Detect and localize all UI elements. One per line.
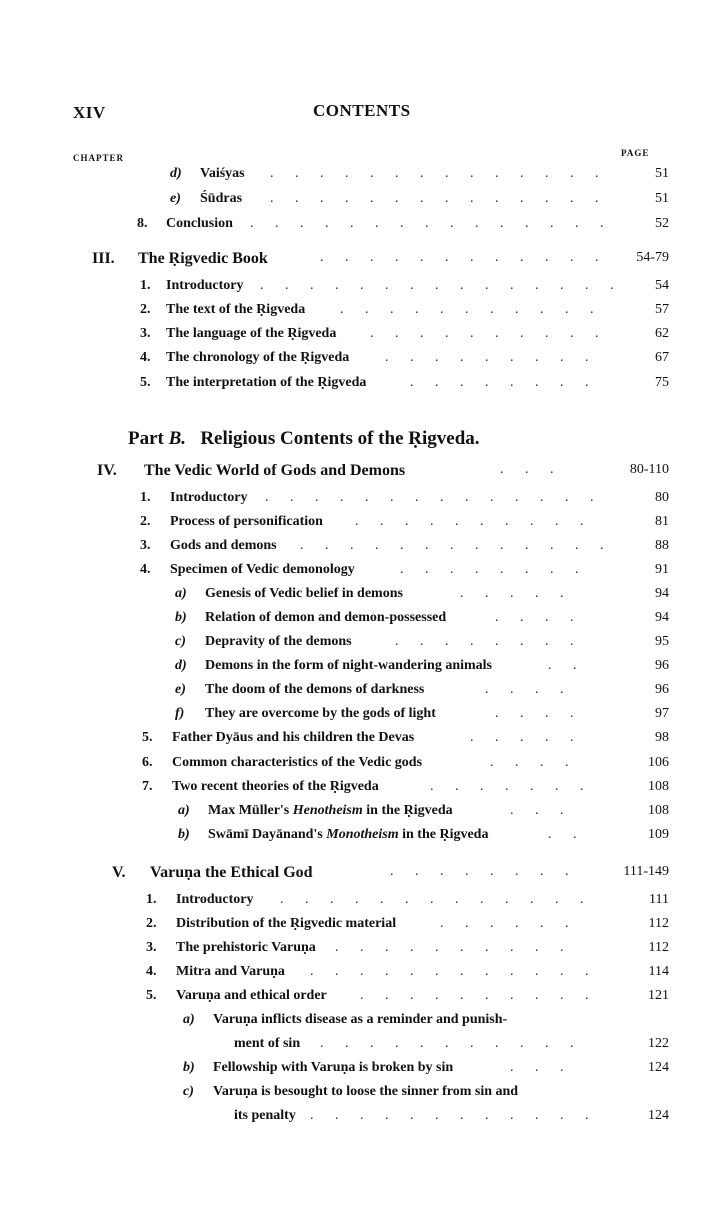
entry-number: 6. bbox=[142, 755, 153, 770]
entry-title: Distribution of the Ṛigvedic material bbox=[176, 916, 400, 932]
leader-dots: . . . . . . . . . . . . bbox=[310, 1108, 598, 1123]
entry-page: 51 bbox=[655, 166, 669, 181]
leader-dots: . . bbox=[548, 658, 586, 673]
leader-dots: . . . . . . . . . . . bbox=[320, 1036, 583, 1051]
page-column-label: PAGE bbox=[621, 148, 650, 158]
entry-title: Two recent theories of the Ṛigveda bbox=[172, 779, 383, 795]
entry-number: 3. bbox=[140, 326, 151, 341]
toc-entry[interactable] bbox=[0, 216, 723, 240]
entry-page: 96 bbox=[655, 682, 669, 697]
leader-dots: . . . . . . bbox=[440, 916, 578, 931]
entry-page: 94 bbox=[655, 610, 669, 625]
entry-title: Introductory bbox=[166, 278, 248, 294]
part-label: Part bbox=[128, 428, 164, 449]
entry-title: Varuṇa and ethical order bbox=[176, 988, 331, 1004]
entry-page: 106 bbox=[648, 755, 669, 770]
toc-entry[interactable] bbox=[0, 803, 723, 827]
entry-title: Varuṇa inflicts disease as a reminder and punish- bbox=[213, 1012, 511, 1028]
entry-page: 109 bbox=[648, 827, 669, 842]
entry-title: The chronology of the Ṛigveda bbox=[166, 350, 353, 366]
leader-dots: . . . . . . . . . . . . . . . bbox=[250, 216, 613, 231]
leader-dots: . . . . . . . . . . . . bbox=[310, 964, 598, 979]
leader-dots: . . bbox=[548, 827, 586, 842]
entry-page: 94 bbox=[655, 586, 669, 601]
leader-dots: . . . . . . . . . bbox=[385, 350, 598, 365]
entry-number: d) bbox=[175, 658, 187, 673]
entry-page: 112 bbox=[648, 940, 669, 955]
entry-number: 4. bbox=[146, 964, 157, 979]
entry-number: f) bbox=[175, 706, 185, 721]
leader-dots: . . . . . bbox=[460, 586, 573, 601]
entry-number: 4. bbox=[140, 350, 151, 365]
entry-title: The prehistoric Varuṇa bbox=[176, 940, 320, 956]
leader-dots: . . . . . . . . bbox=[400, 562, 588, 577]
entry-page: 88 bbox=[655, 538, 669, 553]
toc-entry-continued[interactable] bbox=[0, 1036, 723, 1060]
leader-dots: . . . . . . . . bbox=[390, 864, 578, 879]
entry-page: 97 bbox=[655, 706, 669, 721]
entry-title: Introductory bbox=[170, 490, 252, 506]
toc-entry[interactable] bbox=[0, 658, 723, 682]
entry-title: Mitra and Varuṇa bbox=[176, 964, 289, 980]
leader-dots: . . . bbox=[510, 1060, 573, 1075]
entry-page: 67 bbox=[655, 350, 669, 365]
entry-title: Relation of demon and demon-possessed bbox=[205, 610, 450, 626]
entry-number: a) bbox=[178, 803, 190, 818]
leader-dots: . . . . bbox=[485, 682, 573, 697]
toc-entry[interactable] bbox=[0, 326, 723, 350]
entry-number: 7. bbox=[142, 779, 153, 794]
leader-dots: . . . bbox=[500, 462, 563, 477]
entry-page: 121 bbox=[648, 988, 669, 1003]
entry-page: 54 bbox=[655, 278, 669, 293]
entry-title: Introductory bbox=[176, 892, 258, 908]
entry-page: 80 bbox=[655, 490, 669, 505]
leader-dots: . . . . . . . . . . bbox=[370, 326, 608, 341]
toc-entry[interactable] bbox=[0, 514, 723, 538]
toc-entry[interactable] bbox=[0, 586, 723, 610]
entry-title: The interpretation of the Ṛigveda bbox=[166, 375, 370, 391]
toc-entry[interactable] bbox=[0, 730, 723, 754]
toc-entry[interactable] bbox=[0, 1012, 723, 1036]
entry-title: The text of the Ṛigveda bbox=[166, 302, 309, 318]
entry-title: Genesis of Vedic belief in demons bbox=[205, 586, 407, 602]
entry-number: 3. bbox=[140, 538, 151, 553]
toc-entry[interactable] bbox=[0, 562, 723, 586]
entry-page: 108 bbox=[648, 803, 669, 818]
entry-title: They are overcome by the gods of light bbox=[205, 706, 440, 722]
part-title: Religious Contents of the Ṛigveda. bbox=[200, 428, 480, 449]
entry-title: The language of the Ṛigveda bbox=[166, 326, 340, 342]
entry-number: 5. bbox=[146, 988, 157, 1003]
toc-entry[interactable] bbox=[0, 940, 723, 964]
entry-number: c) bbox=[183, 1084, 194, 1099]
entry-page: 95 bbox=[655, 634, 669, 649]
entry-number: e) bbox=[175, 682, 186, 697]
entry-number: 3. bbox=[146, 940, 157, 955]
leader-dots: . . . . . . . . . . . . . . bbox=[270, 166, 608, 181]
leader-dots: . . . . . . . . . . bbox=[335, 940, 573, 955]
chapter-number: III. bbox=[92, 250, 115, 267]
entry-page: 124 bbox=[648, 1060, 669, 1075]
toc-entry[interactable] bbox=[0, 988, 723, 1012]
entry-number: 8. bbox=[137, 216, 148, 231]
leader-dots: . . . . bbox=[495, 610, 583, 625]
entry-number: 2. bbox=[140, 514, 151, 529]
entry-page: 81 bbox=[655, 514, 669, 529]
entry-page: 112 bbox=[648, 916, 669, 931]
toc-entry[interactable] bbox=[0, 779, 723, 803]
toc-entry[interactable] bbox=[0, 610, 723, 634]
entry-page: 108 bbox=[648, 779, 669, 794]
entry-number: 2. bbox=[146, 916, 157, 931]
leader-dots: . . . . . . . . . . . . . bbox=[300, 538, 613, 553]
chapter-column-label: CHAPTER bbox=[73, 153, 125, 163]
part-heading bbox=[128, 428, 480, 450]
toc-entry[interactable] bbox=[0, 1060, 723, 1084]
chapter-number: V. bbox=[112, 864, 126, 881]
entry-page: 124 bbox=[648, 1108, 669, 1123]
toc-entry[interactable] bbox=[0, 1084, 723, 1108]
entry-page: 96 bbox=[655, 658, 669, 673]
leader-dots: . . . . . . . . . . . . . bbox=[280, 892, 593, 907]
toc-entry[interactable] bbox=[0, 755, 723, 779]
entry-page: 114 bbox=[648, 964, 669, 979]
toc-entry[interactable] bbox=[0, 490, 723, 514]
emphasis: Monotheism bbox=[326, 827, 399, 842]
entry-title: Father Dyāus and his children the Devas bbox=[172, 730, 418, 746]
entry-page: 111 bbox=[649, 892, 669, 907]
entry-title: Conclusion bbox=[166, 216, 237, 232]
leader-dots: . . . . . . . . bbox=[395, 634, 583, 649]
entry-number: b) bbox=[178, 827, 190, 842]
entry-title-continued: its penalty bbox=[234, 1108, 300, 1124]
entry-title: Śūdras bbox=[200, 191, 246, 207]
leader-dots: . . . . . . . . . . . . . . bbox=[270, 191, 608, 206]
leader-dots: . . . . . bbox=[470, 730, 583, 745]
entry-number: a) bbox=[175, 586, 187, 601]
toc-entry[interactable] bbox=[0, 634, 723, 658]
entry-page: 75 bbox=[655, 375, 669, 390]
chapter-page: 111-149 bbox=[623, 864, 669, 879]
entry-page: 51 bbox=[655, 191, 669, 206]
entry-page: 57 bbox=[655, 302, 669, 317]
toc-chapter[interactable] bbox=[0, 864, 723, 888]
entry-title: Varuṇa is besought to loose the sinner from sin and bbox=[213, 1084, 522, 1100]
chapter-page: 80-110 bbox=[629, 462, 669, 477]
toc-chapter[interactable] bbox=[0, 250, 723, 274]
chapter-title: Varuṇa the Ethical God bbox=[150, 864, 317, 882]
toc-entry[interactable] bbox=[0, 166, 723, 190]
toc-entry[interactable] bbox=[0, 302, 723, 326]
entry-page: 98 bbox=[655, 730, 669, 745]
leader-dots: . . . bbox=[510, 803, 573, 818]
entry-page: 91 bbox=[655, 562, 669, 577]
entry-title-continued: ment of sin bbox=[234, 1036, 304, 1052]
entry-number: 2. bbox=[140, 302, 151, 317]
entry-number: 1. bbox=[140, 278, 151, 293]
leader-dots: . . . . . . . . . . bbox=[355, 514, 593, 529]
entry-number: e) bbox=[170, 191, 181, 206]
leader-dots: . . . . . . . bbox=[430, 779, 593, 794]
entry-page: 62 bbox=[655, 326, 669, 341]
toc-entry[interactable] bbox=[0, 827, 723, 851]
entry-number: a) bbox=[183, 1012, 195, 1027]
leader-dots: . . . . . . . . bbox=[410, 375, 598, 390]
toc-entry[interactable] bbox=[0, 191, 723, 215]
entry-title: Gods and demons bbox=[170, 538, 281, 554]
entry-number: b) bbox=[183, 1060, 195, 1075]
entry-title: Max Müller's Henotheism in the Ṛigveda bbox=[208, 803, 457, 819]
toc-entry[interactable] bbox=[0, 350, 723, 374]
leader-dots: . . . . . . . . . . bbox=[360, 988, 598, 1003]
entry-title: Common characteristics of the Vedic gods bbox=[172, 755, 426, 771]
leader-dots: . . . . . . . . . . . . . . . bbox=[260, 278, 623, 293]
entry-title: Demons in the form of night-wandering animals bbox=[205, 658, 496, 674]
entry-title: The doom of the demons of darkness bbox=[205, 682, 428, 698]
toc-entry[interactable] bbox=[0, 706, 723, 730]
entry-number: 1. bbox=[140, 490, 151, 505]
leader-dots: . . . . . . . . . . . . . . bbox=[265, 490, 603, 505]
entry-number: 1. bbox=[146, 892, 157, 907]
toc-entry[interactable] bbox=[0, 538, 723, 562]
chapter-page: 54-79 bbox=[636, 250, 669, 265]
emphasis: Henotheism bbox=[292, 803, 363, 818]
entry-number: 4. bbox=[140, 562, 151, 577]
toc-entry-continued[interactable] bbox=[0, 1108, 723, 1132]
page-number: XIV bbox=[73, 103, 106, 122]
entry-title: Depravity of the demons bbox=[205, 634, 356, 650]
entry-number: c) bbox=[175, 634, 186, 649]
toc-chapter[interactable] bbox=[0, 462, 723, 486]
entry-title: Vaiśyas bbox=[200, 166, 249, 182]
entry-number: d) bbox=[170, 166, 182, 181]
entry-title: Swāmī Dayānand's Monotheism in the Ṛigveda bbox=[208, 827, 492, 843]
leader-dots: . . . . . . . . . . . . bbox=[320, 250, 608, 265]
entry-number: 5. bbox=[140, 375, 151, 390]
toc-entry[interactable] bbox=[0, 916, 723, 940]
toc-entry[interactable] bbox=[0, 375, 723, 399]
leader-dots: . . . . . . . . . . . bbox=[340, 302, 603, 317]
part-letter: B. bbox=[168, 428, 187, 449]
chapter-title: The Vedic World of Gods and Demons bbox=[144, 462, 409, 480]
entry-title: Specimen of Vedic demonology bbox=[170, 562, 359, 578]
chapter-number: IV. bbox=[97, 462, 117, 479]
entry-title: Process of personification bbox=[170, 514, 327, 530]
toc-entry[interactable] bbox=[0, 964, 723, 988]
page-title: CONTENTS bbox=[313, 101, 411, 120]
entry-number: 5. bbox=[142, 730, 153, 745]
toc-entry[interactable] bbox=[0, 682, 723, 706]
chapter-title: The Ṛigvedic Book bbox=[138, 250, 272, 268]
leader-dots: . . . . bbox=[495, 706, 583, 721]
toc-entry[interactable] bbox=[0, 278, 723, 302]
leader-dots: . . . . bbox=[490, 755, 578, 770]
entry-number: b) bbox=[175, 610, 187, 625]
entry-page: 122 bbox=[648, 1036, 669, 1051]
toc-entry[interactable] bbox=[0, 892, 723, 916]
entry-title: Fellowship with Varuṇa is broken by sin bbox=[213, 1060, 457, 1076]
entry-page: 52 bbox=[655, 216, 669, 231]
